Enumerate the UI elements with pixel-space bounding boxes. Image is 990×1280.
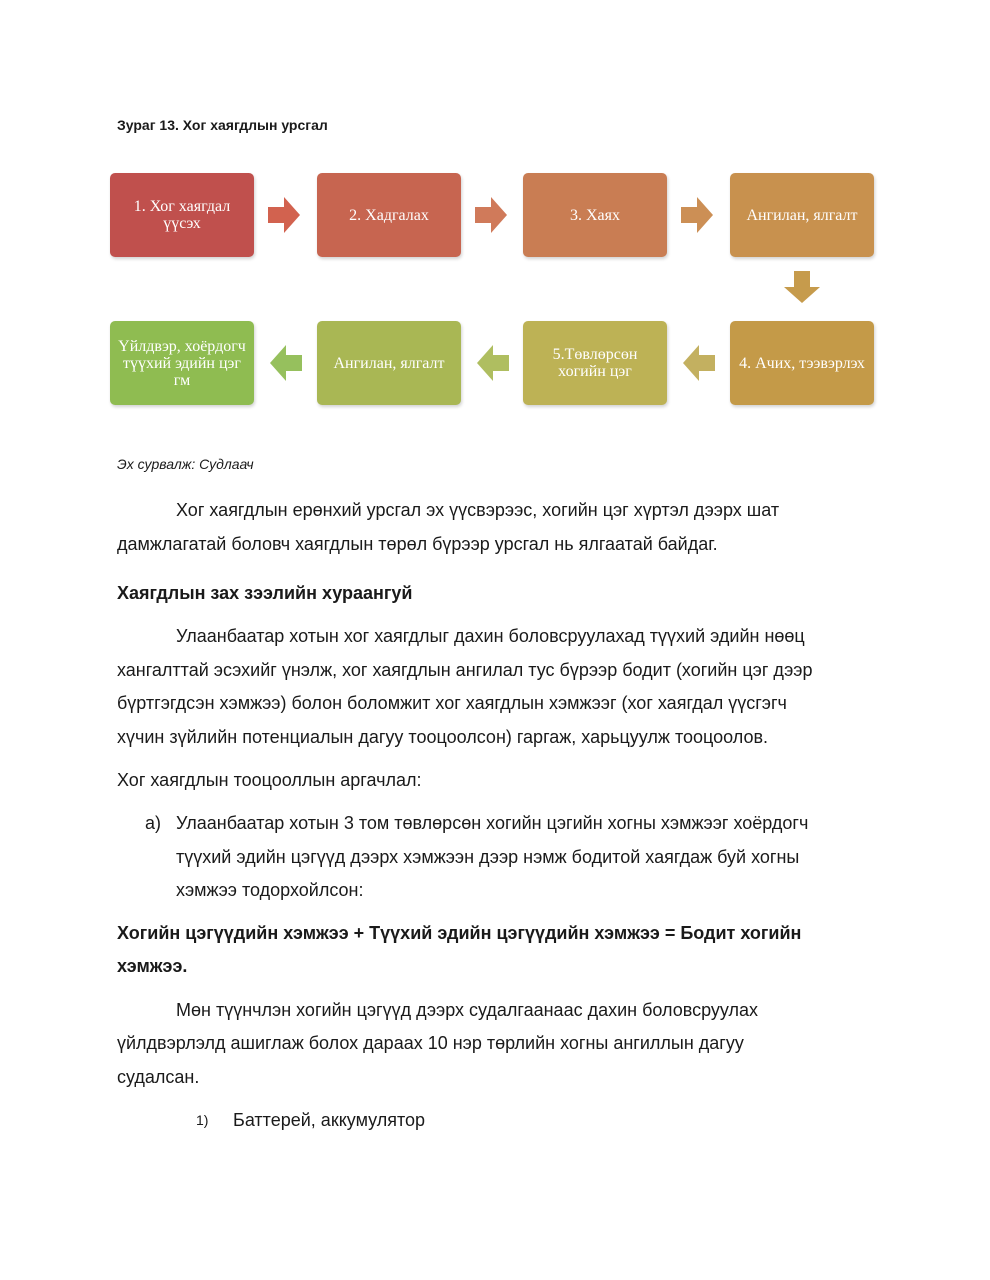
arrow-right-icon xyxy=(268,197,300,233)
flow-box-label: Үйлдвэр, хоёрдогч түүхий эдийн цэг гм xyxy=(118,337,246,389)
figure-source: Эх сурвалж: Судлаач xyxy=(117,456,254,472)
arrow-left-icon xyxy=(270,345,302,381)
paragraph-line: Хог хаягдлын тооцооллын аргачлал: xyxy=(117,770,422,790)
flow-box-label: 4. Ачих, тээвэрлэх xyxy=(739,354,865,372)
paragraph-line: Улаанбаатар хотын хог хаягдлыг дахин боловсруулахад түүхий эдийн нөөц xyxy=(176,626,805,646)
flow-box-transport xyxy=(730,321,874,405)
arrow-left-icon xyxy=(683,345,715,381)
arrow-right-icon xyxy=(681,197,713,233)
flow-box-label: 3. Хаях xyxy=(569,206,620,224)
list-marker: 1) xyxy=(196,1112,209,1128)
list-item-line: Улаанбаатар хотын 3 том төвлөрсөн хогийн цэгийн хогны хэмжээг хоёрдогч xyxy=(176,813,809,833)
paragraph-line: хүчин зүйлийн потенциалын дагуу тооцоолсон) гаргаж, харьцуулж тооцоолов. xyxy=(117,727,769,747)
section-heading: Хаягдлын зах зээлийн хураангуй xyxy=(117,583,413,603)
list-marker: a) xyxy=(145,813,162,833)
flow-box-sorting-bottom xyxy=(317,321,461,405)
paragraph-line: дамжлагатай боловч хаягдлын төрөл бүрээр урсгал нь ялгаатай байдаг. xyxy=(117,534,718,554)
flow-box-disposal xyxy=(523,173,667,257)
formula-line: Хогийн цэгүүдийн хэмжээ + Түүхий эдийн цэгүүдийн хэмжээ = Бодит хогийн xyxy=(117,923,802,943)
flow-box-label: 5.Төвлөрсөн хогийн цэг xyxy=(552,346,638,380)
list-item-line: Баттерей, аккумулятор xyxy=(233,1110,426,1130)
formula-line: хэмжээ. xyxy=(117,956,188,976)
paragraph-line: хангалттай эсэхийг үнэлж, хог хаягдлын ангилал тус бүрээр бодит (хогийн цэг дээр xyxy=(117,660,813,680)
flow-box-label: 1. Хог хаягдал үүсэх xyxy=(133,198,231,232)
paragraph-line: бүртгэгдсэн хэмжээ) болон боломжит хог хаягдлын хэмжээг (хог хаягдал үүсгэгч xyxy=(117,693,787,713)
paragraph-line: судалсан. xyxy=(117,1067,200,1087)
paragraph-line: Мөн түүнчлэн хогийн цэгүүд дээрх судалгаанаас дахин боловсруулах xyxy=(176,1000,759,1020)
paragraph-line: Хог хаягдлын ерөнхий урсгал эх үүсвэрээс, хогийн цэг хүртэл дээрх шат xyxy=(176,500,780,520)
flow-box-recycling xyxy=(110,321,254,405)
arrow-down-icon xyxy=(784,271,820,303)
flow-box-label: Ангилан, ялгалт xyxy=(746,206,858,224)
arrow-left-icon xyxy=(477,345,509,381)
flow-box-sorting-top xyxy=(730,173,874,257)
list-item-line: түүхий эдийн цэгүүд дээрх хэмжээн дээр нэмж бодитой хаягдаж буй хогны xyxy=(176,847,800,867)
arrow-right-icon xyxy=(475,197,507,233)
list-item-line: хэмжээ тодорхойлсон: xyxy=(176,880,364,900)
figure-caption: Зураг 13. Хог хаягдлын урсгал xyxy=(117,117,328,133)
flow-box-storage xyxy=(317,173,461,257)
paragraph-line: үйлдвэрлэлд ашиглаж болох дараах 10 нэр төрлийн хогны ангиллын дагуу xyxy=(117,1033,744,1053)
flow-box-landfill xyxy=(523,321,667,405)
flow-box-label: 2. Хадгалах xyxy=(349,206,429,224)
flow-box-waste-generation xyxy=(110,173,254,257)
flow-box-label: Ангилан, ялгалт xyxy=(333,354,445,372)
